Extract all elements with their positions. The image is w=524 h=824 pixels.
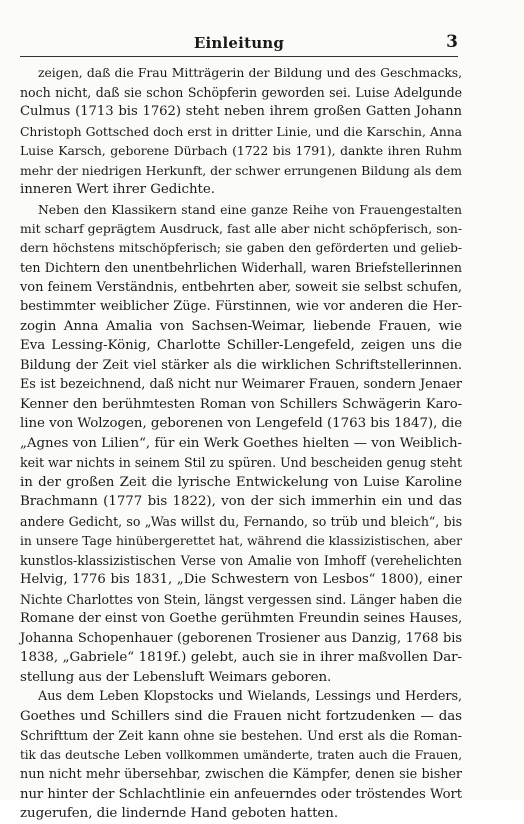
text-line: mit scharf geprägtem Ausdruck, fast alle aber nicht schöpferisch, son- [20,221,462,236]
text-line: Christoph Gottsched doch erst in dritter Linie, und die Karschin, Anna [20,123,462,139]
text-line: bestimmter weiblicher Züge. Fürstinnen, wie vor anderen die Her- [20,299,462,314]
text-line: von feinem Verständnis, entbehrten aber, soweit sie selbst schufen, [20,279,462,295]
text-line: zeigen, daß die Frau Mitträgerin der Bildung und des Geschmacks, [38,65,462,80]
text-line: mehr der niedrigen Herkunft, der schwer errungenen Bildung als dem [20,162,462,178]
text-line: in der großen Zeit die lyrische Entwickelung von Luise Karoline [20,474,462,490]
text-line: Helvig, 1776 bis 1831, „Die Schwestern von Lesbos“ 1800), einer [20,572,462,587]
text-line: andere Gedicht, so „Was willst du, Fernando, so trüb und bleich“, bis [20,513,462,529]
text-line: Luise Karsch, geborene Dürbach (1722 bis 1791), dankte ihren Ruhm [20,143,462,158]
text-line: Aus dem Leben Klopstocks und Wielands, Lessings und Herders, [38,689,462,704]
running-head [20,34,458,57]
text-line: ten Dichtern den unentbehrlichen Widerhall, waren Briefstellerinnen [20,260,462,275]
text-line: „Agnes von Lilien“, für ein Werk Goethes hielten — von Weiblich- [20,435,462,451]
text-line: in unsere Tage hinübergerettet hat, während die klassizistischen, aber [20,533,462,548]
text-line: nur hinter der Schlachtlinie ein anfeuerndes oder tröstendes Wort [20,786,462,802]
text-line: nun nicht mehr übersehbar, zwischen die Kämpfer, denen sie bisher [20,767,462,782]
text-line: stellung aus der Lebensluft Weimars geboren. [20,669,332,685]
text-line: Eva Lessing-König, Charlotte Schiller-Lengefeld, zeigen uns die [20,338,462,353]
text-line: kunstlos-klassizistischen Verse von Amalie von Imhoff (verehelichten [20,552,462,568]
text-line: Culmus (1713 bis 1762) steht neben ihrem großen Gatten Johann [20,104,462,119]
text-line: zugerufen, die lindernde Hand geboten hatten. [20,806,339,821]
text-line: inneren Wert ihrer Gedichte. [20,182,215,197]
text-line: Johanna Schopenhauer (geborenen Trosiener aus Danzig, 1768 bis [20,630,462,646]
text-line: keit war nichts in seinem Stil zu spüren. Und bescheiden genug steht [20,455,462,470]
page-number: 3 [446,32,458,52]
text-line: line von Wolzogen, geborenen von Lengefeld (1763 bis 1847), die [20,416,463,431]
running-title: Einleitung [193,34,285,52]
text-line: Es ist bezeichnend, daß nicht nur Weimarer Frauen, sondern Jenaer [20,377,462,392]
text-line: Romane der einst von Goethe gerühmten Freundin seines Hauses, [20,611,463,626]
text-line: 1838, „Gabriele“ 1819f.) gelebt, auch sie in ihrer maßvollen Dar- [20,650,462,665]
text-line: Bildung der Zeit viel stärker als die wirklichen Schriftstellerinnen. [20,357,462,373]
paragraph [20,63,462,200]
text-line: Neben den Klassikern stand eine ganze Reihe von Frauengestalten [38,201,462,217]
paragraph [20,687,462,824]
text-line: Goethes und Schillers sind die Frauen nicht fortzudenken — das [20,708,462,724]
text-line: Kenner den berühmtesten Roman von Schillers Schwägerin Karo- [20,396,462,412]
text-line: Brachmann (1777 bis 1822), von der sich immerhin ein und das [20,494,462,509]
body-text [20,63,462,824]
text-line: Nichte Charlottes von Stein, längst vergessen sind. Länger haben die [20,591,462,607]
text-line: noch nicht, daß sie schon Schöpferin geworden sei. Luise Adelgunde [20,84,462,100]
paragraph [20,200,462,688]
text-line: Schrifttum der Zeit kann ohne sie bestehen. Und erst als die Roman- [20,728,462,743]
text-line: tik das deutsche Leben vollkommen umänderte, traten auch die Frauen, [20,747,462,762]
text-line: dern höchstens mitschöpferisch; sie gaben den geförderten und gelieb- [20,240,462,255]
text-line: zogin Anna Amalia von Sachsen-Weimar, liebende Frauen, wie [20,318,462,334]
